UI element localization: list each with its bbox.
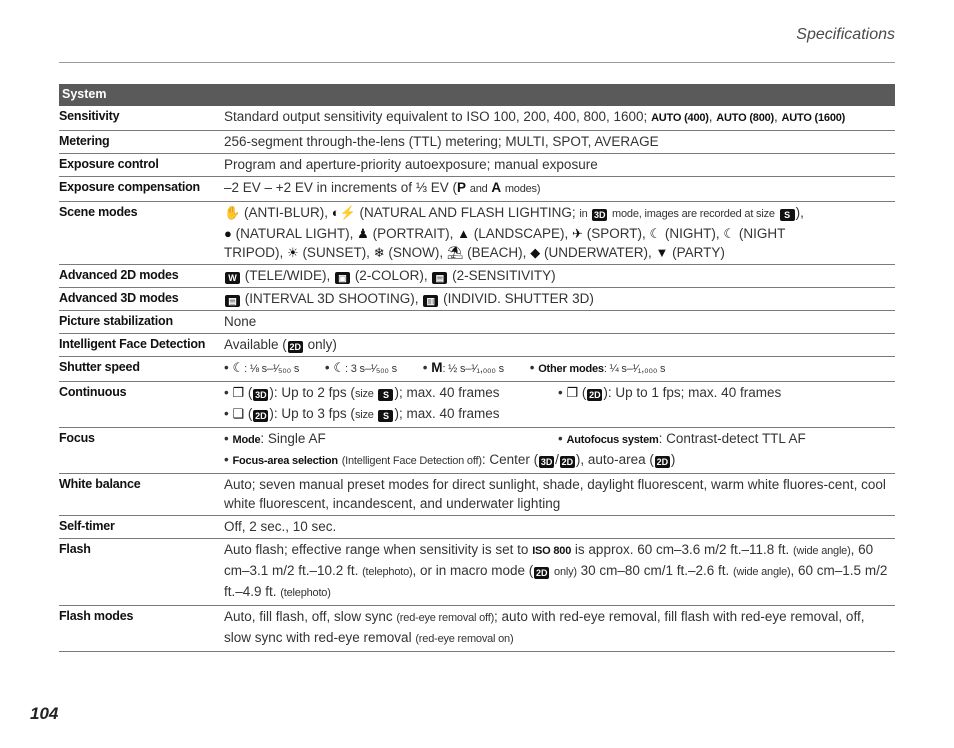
row-label: Exposure control [59,154,224,177]
row-label: Scene modes [59,202,224,265]
row-value: 256-segment through-the-lens (TTL) metering; MULTI, SPOT, AVERAGE [224,131,895,154]
row-value: Available ( 2D only) [224,334,895,357]
table-row [59,202,895,265]
size-s-icon: S [780,209,795,221]
list-item: • M: ½ s–¹⁄₁,₀₀₀ s [422,360,504,375]
list-item: • Autofocus system: Contrast-detect TTL AF [558,431,806,446]
row-label: Self-timer [59,516,224,539]
night-tripod-icon: ☾ [723,226,736,241]
row-value: Auto; seven manual preset modes for direct sunlight, shade, daylight fluorescent, warm white fluores-cent, cool white fluorescent, incandescent, and underwater lighting [224,474,895,516]
tele-wide-icon: W [225,272,240,284]
table-row [59,265,895,288]
night-icon: ☾ [649,226,662,241]
anti-blur-icon: ✋ [224,205,241,220]
table-row [59,474,895,516]
night-tripod-icon: ☾ [333,360,346,375]
running-header: Specifications [796,26,895,43]
table-row [59,106,895,131]
individual-shutter-3d-icon: ▥ [423,295,438,307]
sunset-icon: ☀ [287,245,299,260]
underwater-icon: ◆ [530,245,541,260]
landscape-icon: ▲ [457,226,470,241]
row-value [224,382,895,428]
list-item: • Mode: Single AF [224,431,326,446]
continuous-icon: ❐ [232,385,245,400]
list-item: • ❐ ( 2D ): Up to 1 fps; max. 40 frames [558,385,782,400]
row-label: Advanced 2D modes [59,265,224,288]
row-value [224,357,895,382]
night-icon: ☾ [232,360,245,375]
row-value: Program and aperture-priority autoexposure; manual exposure [224,154,895,177]
snow-icon: ❄ [373,245,385,260]
table-row [59,382,895,428]
table-row [59,131,895,154]
mode-3d-icon: 3D [594,210,606,220]
two-sensitivity-icon: ▤ [432,272,447,284]
continuous-icon: ❐ [566,385,579,400]
table-row [59,539,895,606]
party-icon: ▼ [655,245,669,260]
table-row [59,334,895,357]
row-value: –2 EV – +2 EV in increments of ⅓ EV (P and A modes) [224,177,895,202]
row-label: Focus [59,428,224,474]
table-row [59,311,895,334]
row-value: Auto, fill flash, off, slow sync (red-eye removal off); auto with red-eye removal, fill flash with red-eye removal, off, slow sync with red-eye removal (red-eye removal on) [224,606,895,652]
page-number: 104 [30,704,59,723]
row-label: Metering [59,131,224,154]
spec-table [59,84,895,652]
row-label: Sensitivity [59,106,224,131]
table-row [59,357,895,382]
list-item: • ☾: 3 s–¹⁄₅₀₀ s [324,360,397,375]
row-value: ▤ (INTERVAL 3D SHOOTING), ▥ (INDIVID. SHUTTER 3D) [224,288,895,311]
beach-icon: ⛱ [446,245,464,260]
row-label: Flash modes [59,606,224,652]
table-row [59,606,895,652]
row-label: Advanced 3D modes [59,288,224,311]
row-label: Exposure compensation [59,177,224,202]
row-value: ✋ (ANTI-BLUR), ◐⚡ (NATURAL AND FLASH LIGHTING; in 3D mode, images are recorded at size S ), ● (NATURAL LIGHT), ♟ (PORTRAIT), ▲ (LANDSCAPE), ✈ (SPORT), ☾ (NIGHT), ☾ (NIGHT TRIPOD), ☀ (SUNSET), ❄ (SNOW), ⛱ (BEACH), ◆ (UNDERWATER), ▼ (PARTY) [224,202,895,265]
list-item: • ❏ ( 2D ): Up to 3 fps (size S ); max. 40 frames [224,406,500,421]
row-value: None [224,311,895,334]
table-row [59,516,895,539]
table-row [59,177,895,202]
header-rule [59,62,895,63]
table-row [59,288,895,311]
list-item: • ❐ ( 3D ): Up to 2 fps (size S ); max. 40 frames [224,385,500,400]
row-value [224,428,895,474]
row-value: Off, 2 sec., 10 sec. [224,516,895,539]
natural-light-icon: ● [224,226,232,241]
list-item: • Focus-area selection (Intelligent Face Detection off): Center ( 3D / 2D ), auto-area ( 2D ) [224,452,676,467]
row-label: Continuous [59,382,224,428]
continuous-high-icon: ❏ [232,406,245,421]
row-value: Standard output sensitivity equivalent to ISO 100, 200, 400, 800, 1600; AUTO (400), AUTO (800), AUTO (1600) [224,106,895,131]
row-label: White balance [59,474,224,516]
list-item: • Other modes: ¼ s–¹⁄₁,₀₀₀ s [529,360,666,375]
interval-3d-icon: ▤ [225,295,240,307]
table-row [59,154,895,177]
table-row [59,428,895,474]
two-color-icon: ▣ [335,272,350,284]
natural-flash-icon: ◐⚡ [331,205,356,220]
mode-2d-icon: 2D [289,342,302,352]
row-label: Picture stabilization [59,311,224,334]
section-header-row [59,84,895,106]
row-label: Intelligent Face Detection [59,334,224,357]
section-title: System [59,84,895,106]
row-label: Flash [59,539,224,606]
portrait-icon: ♟ [357,226,369,241]
sport-icon: ✈ [572,226,583,241]
row-value: Auto flash; effective range when sensitivity is set to ISO 800 is approx. 60 cm–3.6 m/2 ft.–11.8 ft. (wide angle), 60 cm–3.1 m/2 ft.–10.2 ft. (telephoto), or in macro mode ( 2D only) 30 cm–80 cm/1 ft.–2.6 ft. (wide angle), 60 cm–1.5 m/2 ft.–4.9 ft. (telephoto) [224,539,895,606]
row-value: W (TELE/WIDE), ▣ (2-COLOR), ▤ (2-SENSITIVITY) [224,265,895,288]
list-item: • ☾: ⅛ s–¹⁄₅₀₀ s [224,360,300,375]
row-label: Shutter speed [59,357,224,382]
